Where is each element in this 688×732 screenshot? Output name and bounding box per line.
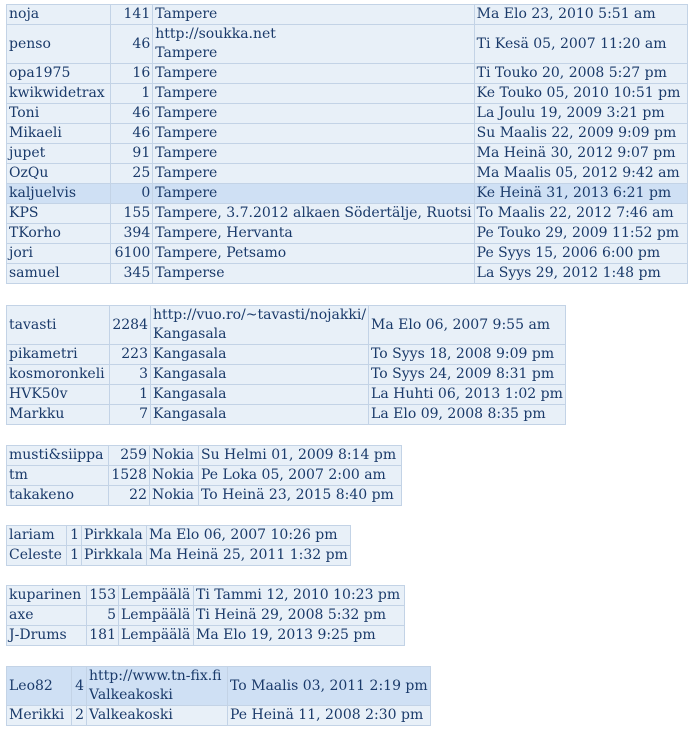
post-count: 46 (110, 25, 152, 64)
location-cell (151, 306, 369, 345)
member-name-cell (7, 446, 109, 466)
member-name-link[interactable]: KPS (9, 205, 39, 221)
location-cell (119, 606, 194, 626)
location-text: Kangasala (153, 326, 227, 342)
member-name-link[interactable]: tavasti (9, 316, 57, 333)
member-name-cell (7, 385, 110, 405)
location-text: Tampere, Hervanta (155, 225, 293, 241)
location-cell (153, 224, 474, 244)
location-text: Tampere (155, 145, 218, 161)
member-row (7, 124, 688, 144)
member-row (7, 586, 405, 606)
joined-date: Ma Elo 19, 2013 9:25 pm (194, 626, 405, 646)
location-text: Valkeakoski (89, 707, 173, 723)
member-name-cell (7, 5, 111, 25)
member-name-cell (7, 606, 87, 626)
joined-date: Pe Syys 15, 2006 6:00 pm (474, 244, 687, 264)
member-row (7, 667, 431, 706)
member-name-link[interactable]: TKorho (9, 225, 61, 241)
joined-date: Ma Elo 06, 2007 10:26 pm (147, 526, 351, 546)
location-cell (119, 626, 194, 646)
member-name-cell (7, 405, 110, 425)
post-count: 1528 (109, 466, 150, 486)
post-count: 7 (110, 405, 151, 425)
member-name-link[interactable]: penso (9, 35, 51, 52)
member-row (7, 204, 688, 224)
location-text: Kangasala (153, 346, 227, 362)
member-name-link[interactable]: lariam (9, 527, 55, 543)
members-table-kangasala (6, 305, 566, 425)
member-name-link[interactable]: Merikki (9, 707, 65, 723)
joined-date: Pe Heinä 11, 2008 2:30 pm (228, 706, 431, 726)
location-text: Tampere (155, 185, 218, 201)
website-link[interactable]: http://vuo.ro/~tavasti/nojakki/ (153, 307, 367, 323)
location-cell (82, 526, 147, 546)
post-count: 2284 (110, 306, 151, 345)
member-row (7, 546, 351, 566)
member-name-link[interactable]: Celeste (9, 547, 62, 563)
member-row (7, 244, 688, 264)
joined-date: Su Maalis 22, 2009 9:09 pm (474, 124, 687, 144)
joined-date: Ti Kesä 05, 2007 11:20 am (474, 25, 687, 64)
location-cell (153, 264, 474, 284)
member-name-cell (7, 466, 109, 486)
location-cell (153, 64, 474, 84)
post-count: 25 (110, 164, 152, 184)
member-name-link[interactable]: musti&siippa (9, 447, 104, 463)
member-name-link[interactable]: noja (9, 6, 40, 22)
joined-date: Ma Maalis 05, 2012 9:42 am (474, 164, 687, 184)
location-cell (87, 706, 228, 726)
joined-date: La Joulu 19, 2009 3:21 pm (474, 104, 687, 124)
members-table-valkeakoski (6, 666, 431, 726)
location-cell (153, 184, 474, 204)
member-name-cell (7, 306, 110, 345)
joined-date: Ma Heinä 25, 2011 1:32 pm (147, 546, 351, 566)
post-count: 259 (109, 446, 150, 466)
members-table-lempaala (6, 585, 405, 646)
member-name-cell (7, 546, 67, 566)
post-count: 394 (110, 224, 152, 244)
member-name-link[interactable]: J-Drums (9, 627, 67, 643)
post-count: 46 (110, 124, 152, 144)
member-name-cell (7, 104, 111, 124)
joined-date: La Elo 09, 2008 8:35 pm (369, 405, 566, 425)
location-text: Tampere (155, 165, 218, 181)
joined-date: Ti Touko 20, 2008 5:27 pm (474, 64, 687, 84)
members-table-pirkkala (6, 525, 351, 566)
member-name-cell (7, 345, 110, 365)
member-name-link[interactable]: tm (9, 467, 28, 483)
member-row (7, 345, 566, 365)
member-name-link[interactable]: opa1975 (9, 65, 71, 81)
location-text: Tampere (155, 125, 218, 141)
member-row (7, 224, 688, 244)
location-cell (151, 385, 369, 405)
location-text: Tampere (155, 6, 218, 22)
member-name-cell (7, 25, 111, 64)
member-name-cell (7, 586, 87, 606)
member-row (7, 385, 566, 405)
member-name-cell (7, 486, 109, 506)
member-row (7, 184, 688, 204)
member-name-link[interactable]: jori (9, 245, 33, 261)
joined-date: Ti Tammi 12, 2010 10:23 pm (194, 586, 405, 606)
member-name-link[interactable]: kaljuelvis (9, 185, 76, 201)
post-count: 223 (110, 345, 151, 365)
joined-date: To Syys 24, 2009 8:31 pm (369, 365, 566, 385)
member-name-cell (7, 667, 72, 706)
location-text: Nokia (152, 467, 194, 483)
member-name-cell (7, 626, 87, 646)
location-cell (153, 144, 474, 164)
location-text: Kangasala (153, 386, 227, 402)
post-count: 1 (110, 84, 152, 104)
member-row (7, 405, 566, 425)
member-name-cell (7, 84, 111, 104)
joined-date: To Syys 18, 2008 9:09 pm (369, 345, 566, 365)
location-text: Tampere, 3.7.2012 alkaen Södertälje, Ruotsi (155, 205, 472, 221)
location-cell (150, 446, 199, 466)
post-count: 1 (110, 385, 151, 405)
member-row (7, 264, 688, 284)
joined-date: Pe Touko 29, 2009 11:52 pm (474, 224, 687, 244)
location-cell (150, 466, 199, 486)
post-count: 2 (72, 706, 87, 726)
member-name-cell (7, 144, 111, 164)
member-row (7, 606, 405, 626)
location-text: Lempäälä (121, 627, 191, 643)
joined-date: Su Helmi 01, 2009 8:14 pm (199, 446, 402, 466)
location-text: Pirkkala (84, 547, 143, 563)
member-name-link[interactable]: HVK50v (9, 386, 68, 402)
joined-date: Ti Heinä 29, 2008 5:32 pm (194, 606, 405, 626)
member-row (7, 25, 688, 64)
location-text: Tampere (155, 85, 218, 101)
post-count: 3 (110, 365, 151, 385)
location-cell (153, 164, 474, 184)
joined-date: Ke Heinä 31, 2013 6:21 pm (474, 184, 687, 204)
member-name-link[interactable]: takakeno (9, 487, 75, 503)
website-link[interactable]: http://soukka.net (155, 26, 276, 42)
location-cell (151, 405, 369, 425)
joined-date: La Syys 29, 2012 1:48 pm (474, 264, 687, 284)
location-cell (82, 546, 147, 566)
member-row (7, 446, 402, 466)
post-count: 0 (110, 184, 152, 204)
member-name-link[interactable]: kosmoronkeli (9, 366, 105, 382)
member-name-link[interactable]: Toni (9, 105, 40, 121)
location-cell (150, 486, 199, 506)
member-name-link[interactable]: pikametri (9, 346, 78, 362)
post-count: 1 (67, 546, 82, 566)
website-link[interactable]: http://www.tn-fix.fi (89, 668, 222, 684)
member-name-link[interactable]: Markku (9, 406, 65, 422)
member-name-cell (7, 365, 110, 385)
member-name-link[interactable]: Leo82 (9, 677, 53, 694)
member-row (7, 486, 402, 506)
post-count: 345 (110, 264, 152, 284)
joined-date: To Heinä 23, 2015 8:40 pm (199, 486, 402, 506)
post-count: 5 (87, 606, 119, 626)
joined-date: To Maalis 22, 2012 7:46 am (474, 204, 687, 224)
location-text: Tampere (155, 105, 218, 121)
member-name-link[interactable]: kuparinen (9, 587, 82, 603)
member-name-cell (7, 244, 111, 264)
location-text: Nokia (152, 487, 194, 503)
location-cell (153, 204, 474, 224)
member-name-cell (7, 526, 67, 546)
joined-date: To Maalis 03, 2011 2:19 pm (228, 667, 431, 706)
location-cell (153, 244, 474, 264)
member-name-link[interactable]: samuel (9, 265, 60, 281)
member-name-cell (7, 164, 111, 184)
joined-date: La Huhti 06, 2013 1:02 pm (369, 385, 566, 405)
member-row (7, 365, 566, 385)
post-count: 141 (110, 5, 152, 25)
location-text: Valkeakoski (89, 687, 173, 703)
location-cell (119, 586, 194, 606)
location-text: Lempäälä (121, 607, 191, 623)
member-name-link[interactable]: axe (9, 607, 34, 623)
location-cell (153, 25, 474, 64)
joined-date: Ma Elo 06, 2007 9:55 am (369, 306, 566, 345)
location-text: Nokia (152, 447, 194, 463)
member-name-link[interactable]: jupet (9, 145, 46, 161)
post-count: 22 (109, 486, 150, 506)
post-count: 4 (72, 667, 87, 706)
location-text: Kangasala (153, 366, 227, 382)
joined-date: Pe Loka 05, 2007 2:00 am (199, 466, 402, 486)
member-row (7, 64, 688, 84)
member-row (7, 626, 405, 646)
joined-date: Ma Heinä 30, 2012 9:07 pm (474, 144, 687, 164)
location-cell (87, 667, 228, 706)
member-name-cell (7, 64, 111, 84)
location-text: Tampere, Petsamo (155, 245, 287, 261)
joined-date: Ke Touko 05, 2010 10:51 pm (474, 84, 687, 104)
location-text: Tamperse (155, 265, 225, 281)
members-table-tampere (6, 4, 688, 284)
location-cell (151, 365, 369, 385)
members-table-nokia (6, 445, 402, 506)
joined-date: Ma Elo 23, 2010 5:51 am (474, 5, 687, 25)
post-count: 6100 (110, 244, 152, 264)
location-text: Kangasala (153, 406, 227, 422)
post-count: 181 (87, 626, 119, 646)
member-name-link[interactable]: OzQu (9, 165, 49, 181)
location-cell (153, 5, 474, 25)
member-row (7, 84, 688, 104)
member-row (7, 706, 431, 726)
member-row (7, 306, 566, 345)
location-text: Pirkkala (84, 527, 143, 543)
post-count: 16 (110, 64, 152, 84)
member-row (7, 164, 688, 184)
member-row (7, 526, 351, 546)
location-cell (151, 345, 369, 365)
location-text: Tampere (155, 45, 218, 61)
member-name-link[interactable]: Mikaeli (9, 125, 62, 141)
location-cell (153, 104, 474, 124)
post-count: 153 (87, 586, 119, 606)
member-name-cell (7, 264, 111, 284)
post-count: 91 (110, 144, 152, 164)
member-name-link[interactable]: kwikwidetrax (9, 85, 105, 101)
member-row (7, 144, 688, 164)
member-row (7, 5, 688, 25)
post-count: 1 (67, 526, 82, 546)
member-name-cell (7, 224, 111, 244)
member-row (7, 466, 402, 486)
member-name-cell (7, 184, 111, 204)
location-text: Lempäälä (121, 587, 191, 603)
post-count: 155 (110, 204, 152, 224)
location-cell (153, 84, 474, 104)
member-name-cell (7, 706, 72, 726)
member-row (7, 104, 688, 124)
location-text: Tampere (155, 65, 218, 81)
location-cell (153, 124, 474, 144)
member-name-cell (7, 124, 111, 144)
member-name-cell (7, 204, 111, 224)
post-count: 46 (110, 104, 152, 124)
